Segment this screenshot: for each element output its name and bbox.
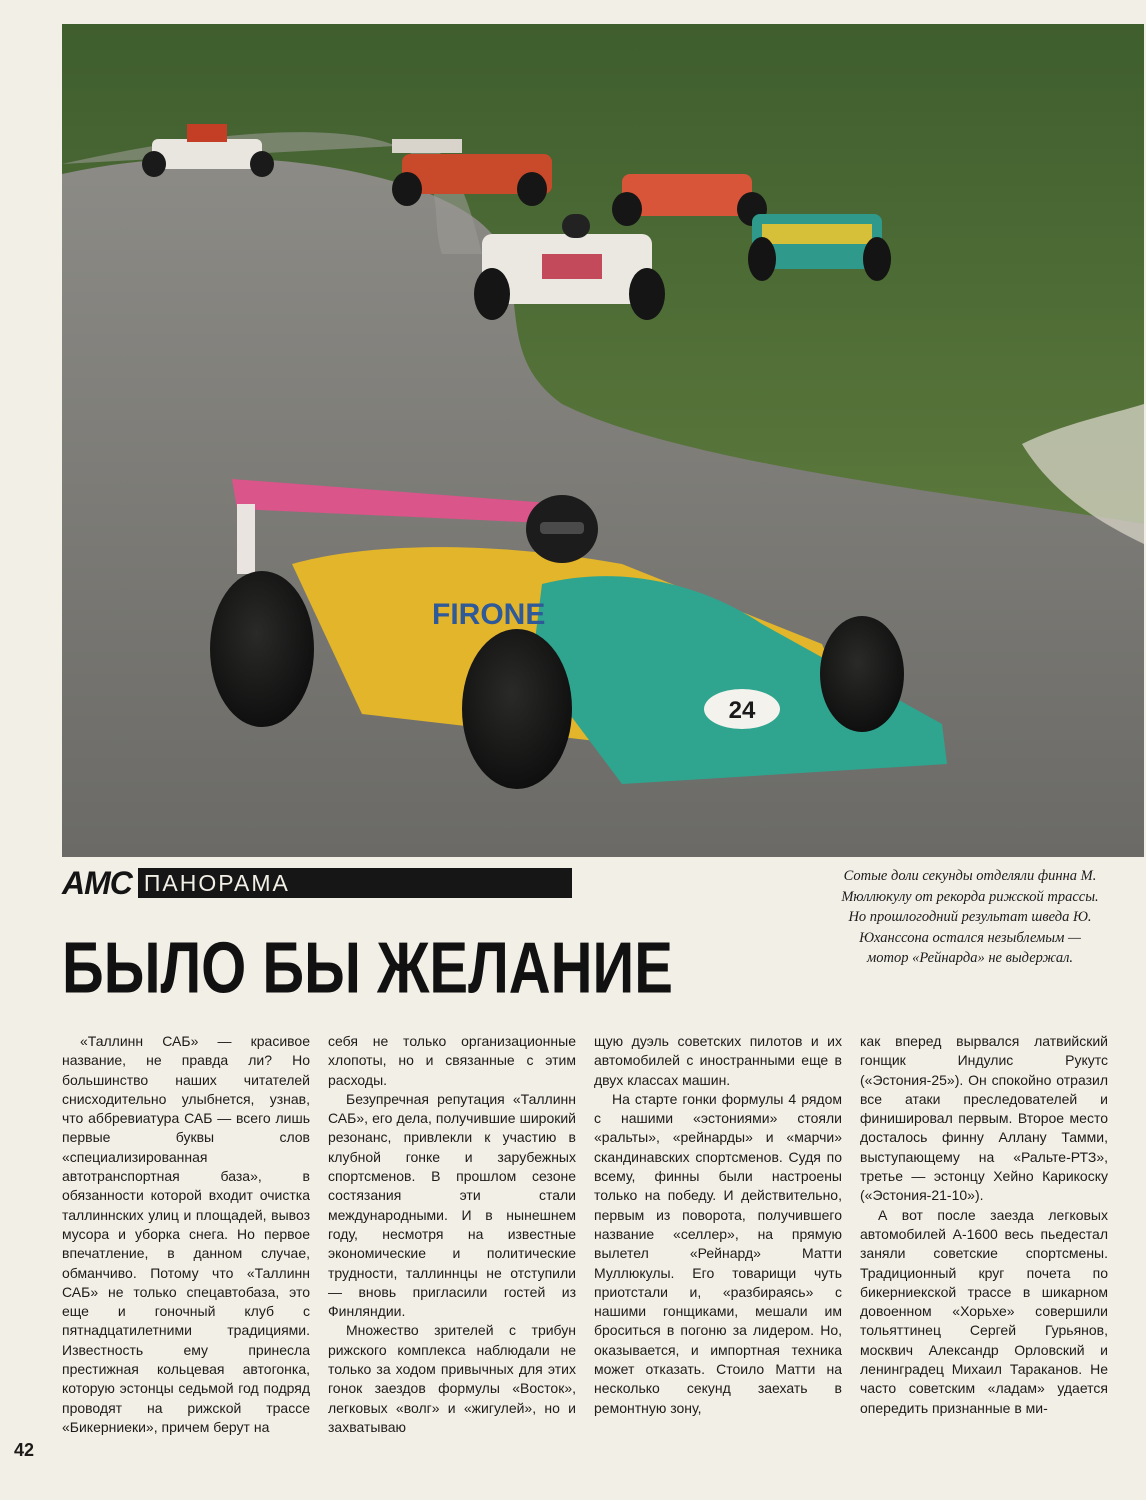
text-column-2 [328, 1032, 576, 1482]
race-photo-graphic [62, 24, 1144, 857]
paragraph: Безупречная репутация «Таллинн САБ», его дела, получившие широкий резонанс, привлекли к участию в клубной гонке и зарубежных спортсменов. В прошлом сезоне состязания эти стали международными. И в нынешнем году, несмотря на известные экономические и политические трудности, таллиннцы не отступили — вновь пригласили гостей из Финляндии. [328, 1090, 576, 1320]
paragraph: себя не только организационные хлопоты, но и связанные с этим расходы. [328, 1033, 576, 1088]
article-headline: БЫЛО БЫ ЖЕЛАНИЕ [62, 927, 673, 1009]
sponsor-text: FIRONE [432, 598, 546, 631]
page-number: 42 [14, 1440, 35, 1460]
paragraph: На старте гонки формулы 4 рядом с нашими «эстониями» стояли «ральты», «рейнарды» и «марчи» скандинавских спортсменов. Судя по всему, финны были настроены только на победу. И действительно, первым из поворота, получившего название «селлер», на прямую вылетел «Рейнард» Матти Муллюкулы. Его товарищи чуть приотстали и, «разбираясь» с нашими гонщиками, мешали им броситься в погоню за лидером. Но, оказывается, и импортная техника может отказать. Стоило Матти на несколько секунд заехать в ремонтную зону, [594, 1090, 842, 1416]
paragraph: «Таллинн САБ» — красивое название, не правда ли? Но большинство наших читателей снисходительно улыбнется, узнав, что аббревиатура САБ — всего лишь первые буквы слов «специализированная автотранспортная база», в обязанности которой входит очистка таллиннских улиц и площадей, вывоз мусора и уборка снега. Но первое впечатление, в данном случае, обманчиво. Потому что «Таллинн САБ» не только спецавтобаза, это еще и гоночный клуб с пятнадцатилетними традициями. Известность ему принесла престижная кольцевая автогонка, которую эстонцы седьмой год подряд проводят на рижской трассе «Бикерниеки», причем берут на [62, 1033, 310, 1435]
magazine-logo: АМС [62, 865, 132, 901]
rear-left-wheel [210, 571, 314, 727]
section-rubric [62, 865, 572, 901]
paragraph: А вот после заезда легковых автомобилей А-1600 весь пьедестал заняли советские спортсмены. Традиционный круг почета по бикерниекской трассе в шикарном довоенном «Хорьхе» совершили тольяттинец Сергей Гурьянов, москвич Александр Орловский и ленинградец Михаил Тараканов. Не часто советским «ладам» удается опередить признанные в ми- [860, 1206, 1108, 1416]
paragraph: как вперед вырвался латвийский гонщик Индулис Рукутс («Эстония-25»). Он спокойно отразил все атаки преследователей и финишировал первым. Второе место досталось финну Аллану Тамми, выступающему на «Ральте-РТЗ», третье — эстонцу Хейно Карикоску («Эстония-21-10»). [860, 1033, 1108, 1204]
front-right-wheel [820, 616, 904, 732]
text-column-4 [860, 1032, 1108, 1482]
paragraph: Множество зрителей с трибун рижского комплекса наблюдали не только за ходом привычных для этих гонок заездов формулы «Восток», легковых «волг» и «жигулей», но и захватываю [328, 1322, 576, 1435]
text-column-1 [62, 1032, 310, 1482]
photo-caption: Сотые доли секунды отделяли финна М. Мюллюкулу от рекорда рижской трассы. Но прошлогодний результат шведа Ю. Юханссона остался незыблемым — мотор «Рейнарда» не выдержал. [841, 868, 1099, 966]
paragraph: щую дуэль советских пилотов и их автомобилей с иностранными еще в двух классах машин. [594, 1033, 842, 1088]
race-photo [62, 24, 1144, 857]
section-label: ПАНОРАМА [138, 868, 572, 898]
rear-right-wheel [462, 629, 572, 789]
article-body [62, 1032, 1108, 1482]
car-number: 24 [728, 697, 756, 724]
text-column-3 [594, 1032, 842, 1482]
